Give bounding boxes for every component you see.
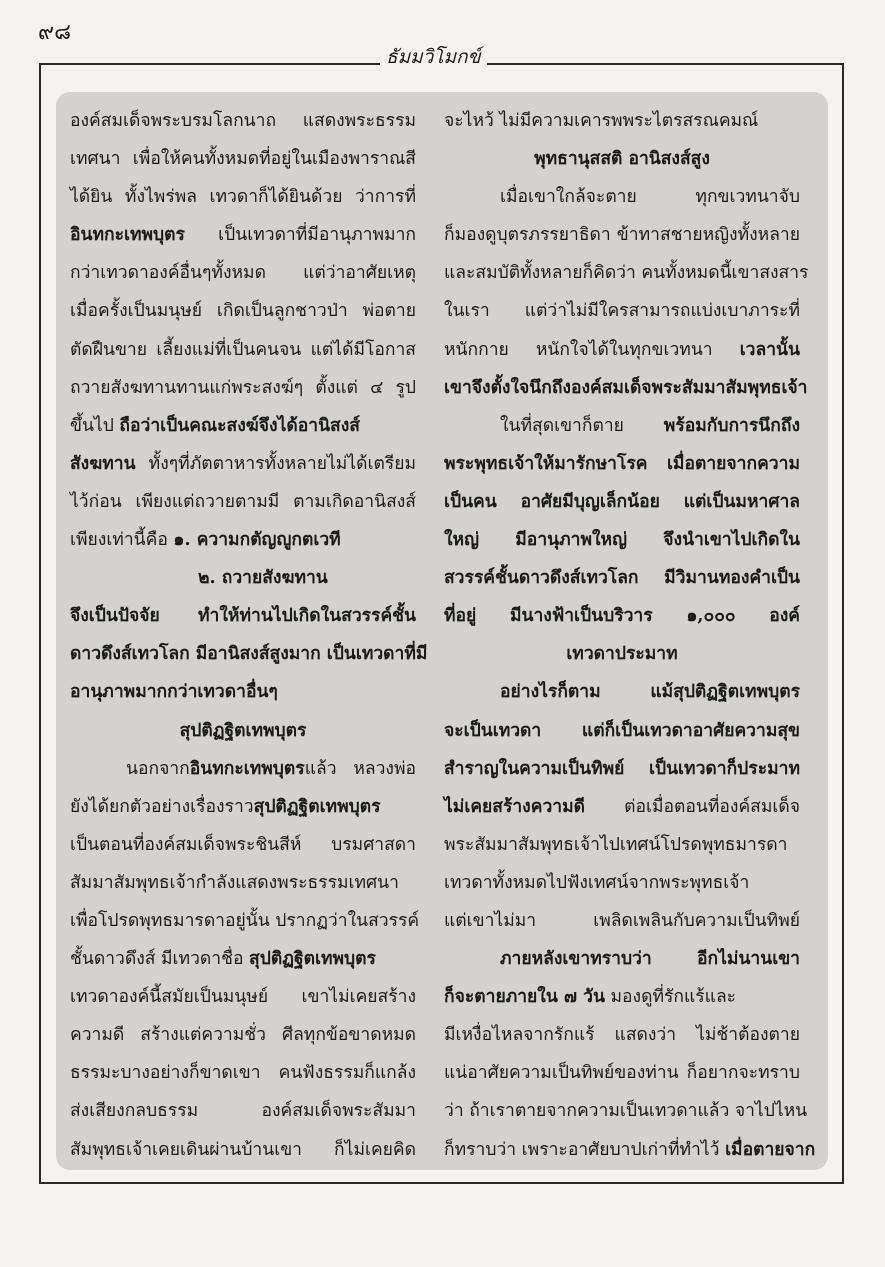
bold-text: ดาวดึงส์เทวโลก มีอานิสงส์สูงมาก เป็นเทวดาที่มี	[70, 644, 428, 665]
text-line	[444, 597, 800, 635]
text-segment: ว่า ถ้าเราตายจากความเป็นเทวดาแล้ว จาไปไหน	[444, 1101, 808, 1122]
bold-text: สุปติฏฐิตเทพบุตร	[253, 796, 381, 817]
text-segment: ส่งเสียงกลบธรรม องค์สมเด็จพระสัมมา	[70, 1101, 416, 1122]
text-segment: เมื่อเขาใกล้จะตาย ทุกขเวทนาจับ	[500, 187, 800, 208]
bold-text: เป็นคน อาศัยมีบุญเล็กน้อย แต่เป็นมหาศาล	[444, 491, 800, 512]
bold-text: เขาจึงตั้งใจนึกถึงองค์สมเด็จพระสัมมาสัมพุทธเจ้า	[444, 377, 808, 398]
text-segment: เทวดาองค์นี้สมัยเป็นมนุษย์ เขาไม่เคยสร้าง	[70, 987, 416, 1008]
bold-text: เวลานั้น	[739, 339, 800, 360]
text-line	[70, 635, 428, 673]
text-line	[70, 864, 416, 902]
text-segment: และสมบัติทั้งหลายก็คิดว่า คนทั้งหมดนี้เขาสงสาร	[444, 263, 809, 284]
book-title: ธัมมวิโมกข์	[380, 42, 487, 72]
text-line	[444, 331, 800, 369]
text-segment: กว่าเทวดาองค์อื่นๆทั้งหมด แต่ว่าอาศัยเหตุ	[70, 263, 416, 284]
text-line	[70, 140, 416, 178]
text-line	[444, 1092, 808, 1130]
text-line	[70, 102, 416, 140]
text-line	[444, 178, 800, 216]
text-line	[444, 864, 800, 902]
text-line	[70, 216, 416, 254]
text-line	[444, 1131, 816, 1169]
bold-text: สำราญในความเป็นทิพย์ เป็นเทวดาก็ประมาท	[444, 758, 800, 779]
text-segment: จะไหว้ ไม่มีความเคารพพระไตรสรณคมณ์	[444, 111, 759, 131]
text-line	[70, 978, 416, 1016]
text-line	[70, 445, 416, 483]
text-line	[444, 978, 800, 1016]
text-line	[444, 407, 800, 445]
text-line	[70, 178, 416, 216]
bold-text: อินทกะเทพบุตร	[189, 758, 305, 779]
text-line	[70, 1131, 416, 1169]
text-line	[70, 826, 416, 864]
text-segment: ชั้นดาวดึงส์ มีเทวดาชื่อ	[70, 949, 250, 970]
text-segment: เพื่อโปรดพุทธมารดาอยู่นั้น ปรากฏว่าในสวรรค์	[70, 910, 420, 931]
text-segment: ต่อเมื่อตอนที่องค์สมเด็จ	[585, 796, 800, 817]
bold-text: สุปติฏฐิตเทพบุตร	[249, 949, 376, 970]
text-segment: แล้ว หลวงพ่อ	[304, 758, 416, 779]
text-line	[70, 559, 416, 597]
text-segment: มองดูที่รักแร้และ	[604, 987, 737, 1008]
bold-text: ๑. ความกตัญญูกตเวที	[173, 530, 341, 551]
bold-text: จะเป็นเทวดา แต่ก็เป็นเทวดาอาศัยความสุข	[444, 720, 800, 741]
bold-text: ถือว่าเป็นคณะสงฆ์จึงได้อานิสงส์	[119, 415, 360, 436]
bold-text: เมื่อตายจาก	[725, 1139, 816, 1160]
bold-text: สวรรค์ชั้นดาวดึงส์เทวโลก มีวิมานทองคำเป็น	[444, 568, 800, 589]
text-segment: เป็นเทวดาที่มีอานุภาพมาก	[184, 225, 416, 246]
page-number: ๙๘	[38, 20, 72, 45]
text-line	[70, 788, 416, 826]
text-segment: เป็นตอนที่องค์สมเด็จพระชินสีห์ บรมศาสดา	[70, 834, 416, 855]
text-segment: นอกจาก	[126, 758, 190, 779]
text-segment: ก็ทราบว่า เพราะอาศัยบาปเก่าที่ทำไว้	[444, 1139, 726, 1160]
text-segment: สัมมาสัมพุทธเจ้ากำลังแสดงพระธรรมเทศนา	[70, 872, 399, 893]
text-line	[70, 254, 416, 292]
text-segment: ธรรมะบางอย่างก็ขาดเขา คนฟังธรรมก็แกล้ง	[70, 1063, 416, 1084]
text-segment: เทศนา เพื่อให้คนทั้งหมดที่อยู่ในเมืองพาราณสี	[70, 149, 416, 170]
text-segment: ในเรา แต่ว่าไม่มีใครสามารถแบ่งเบาภาระที่	[444, 301, 800, 322]
text-line	[444, 673, 800, 711]
text-line	[444, 712, 800, 750]
text-segment: องค์สมเด็จพระบรมโลกนาถ แสดงพระธรรม	[70, 111, 416, 131]
text-line	[444, 254, 809, 292]
bold-text: ภายหลังเขาทราบว่า อีกไม่นานเขา	[500, 949, 800, 970]
text-segment: ทั้งๆที่ภัตตาหารทั้งหลายไม่ได้เตรียม	[135, 453, 416, 474]
text-segment: ได้ยิน ทั้งไพร่พล เทวดาก็ได้ยินด้วย ว่าการที่	[70, 187, 416, 208]
text-line	[444, 559, 800, 597]
bold-text: ที่อยู่ มีนางฟ้าเป็นบริวาร ๑,๐๐๐ องค์	[444, 606, 800, 627]
text-line	[444, 292, 800, 330]
text-line	[70, 483, 416, 521]
text-line	[444, 1054, 800, 1092]
bold-text: สุปติฏฐิตเทพบุตร	[179, 720, 307, 741]
text-line	[70, 940, 416, 978]
text-segment: หนักกาย หนักใจได้ในทุกขเวทนา	[444, 339, 740, 360]
text-line	[70, 712, 416, 750]
text-line	[70, 597, 416, 635]
text-segment: สัมพุทธเจ้าเคยเดินผ่านบ้านเขา ก็ไม่เคยคิด	[70, 1139, 416, 1160]
text-segment: มีเหงื่อไหลจากรักแร้ แสดงว่า ไม่ช้าต้องตาย	[444, 1025, 800, 1046]
text-line	[444, 635, 800, 673]
text-line	[444, 521, 800, 559]
text-line	[444, 788, 800, 826]
bold-text: อานุภาพมากกว่าเทวดาอื่นๆ	[70, 682, 278, 703]
text-line	[70, 331, 416, 369]
text-segment: แน่อาศัยความเป็นทิพย์ของท่าน ก็อยากจะทราบ	[444, 1063, 800, 1084]
bold-text: จึงเป็นปัจจัย ทำให้ท่านไปเกิดในสวรรค์ชั้น	[70, 606, 416, 627]
bold-text: อย่างไรก็ตาม แม้สุปติฏฐิตเทพบุตร	[500, 682, 800, 703]
bold-text: พระพุทธเจ้าให้มารักษาโรค เมื่อตายจากความ	[444, 453, 800, 474]
bold-text: เทวดาประมาท	[566, 644, 678, 665]
text-line	[444, 902, 800, 940]
text-line	[444, 1016, 800, 1054]
text-line	[70, 1016, 416, 1054]
text-line	[444, 216, 800, 254]
text-line	[444, 750, 800, 788]
text-line	[70, 369, 416, 407]
text-line	[70, 673, 416, 711]
text-line	[444, 445, 800, 483]
text-segment: เพียงเท่านี้คือ	[70, 530, 174, 551]
text-line	[444, 826, 800, 864]
text-line	[70, 750, 416, 788]
bold-text: สังฆทาน	[70, 453, 136, 474]
text-line	[70, 521, 416, 559]
text-segment: ในที่สุดเขาก็ตาย	[500, 415, 664, 436]
bold-text: ๒. ถวายสังฆทาน	[198, 568, 328, 589]
text-line	[70, 292, 416, 330]
text-segment: แต่เขาไม่มา เพลิดเพลินกับความเป็นทิพย์	[444, 910, 800, 931]
text-segment: เมื่อครั้งเป็นมนุษย์ เกิดเป็นลูกชาวป่า พ่อตาย	[70, 301, 416, 322]
text-segment: เทวดาทั้งหมดไปฟังเทศน์จากพระพุทธเจ้า	[444, 872, 750, 893]
text-segment: ตัดฝืนขาย เลี้ยงแม่ที่เป็นคนจน แต่ได้มีโอกาส	[70, 339, 416, 360]
text-segment: ขึ้นไป	[70, 415, 120, 436]
right-text-column	[444, 102, 816, 1169]
bold-text: ใหญ่ มีอานุภาพใหญ่ จึงนำเขาไปเกิดใน	[444, 530, 800, 551]
bold-text: พุทธานุสสติ อานิสงส์สูง	[534, 149, 710, 170]
bold-text: อินทกะเทพบุตร	[70, 225, 185, 246]
bold-text: พร้อมกับการนึกถึง	[663, 415, 800, 436]
text-line	[70, 902, 420, 940]
text-line	[444, 369, 808, 407]
bold-text: ไม่เคยสร้างความดี	[444, 796, 585, 817]
text-line	[444, 140, 800, 178]
bold-text: ก็จะตายภายใน ๗ วัน	[444, 987, 605, 1008]
text-segment: ไว้ก่อน เพียงแต่ถวายตามมี ตามเกิดอานิสงส์	[70, 491, 416, 512]
text-line	[444, 483, 800, 521]
text-segment: ก็มองดูบุตรภรรยาธิดา ข้าทาสชายหญิงทั้งหลาย	[444, 225, 800, 246]
text-line	[444, 102, 800, 140]
text-segment: ความดี สร้างแต่ความชั่ว ศีลทุกข้อขาดหมด	[70, 1025, 416, 1046]
text-segment: ยังได้ยกตัวอย่างเรื่องราว	[70, 796, 254, 817]
text-line	[70, 1054, 416, 1092]
text-line	[70, 1092, 416, 1130]
text-segment: ถวายสังฆทานทานแก่พระสงฆ์ๆ ตั้งแต่ ๔ รูป	[70, 377, 416, 398]
text-line	[70, 407, 416, 445]
text-line	[444, 940, 800, 978]
text-segment: พระสัมมาสัมพุทธเจ้าไปเทศน์โปรดพุทธมารดา	[444, 834, 788, 855]
left-text-column	[70, 102, 428, 1169]
